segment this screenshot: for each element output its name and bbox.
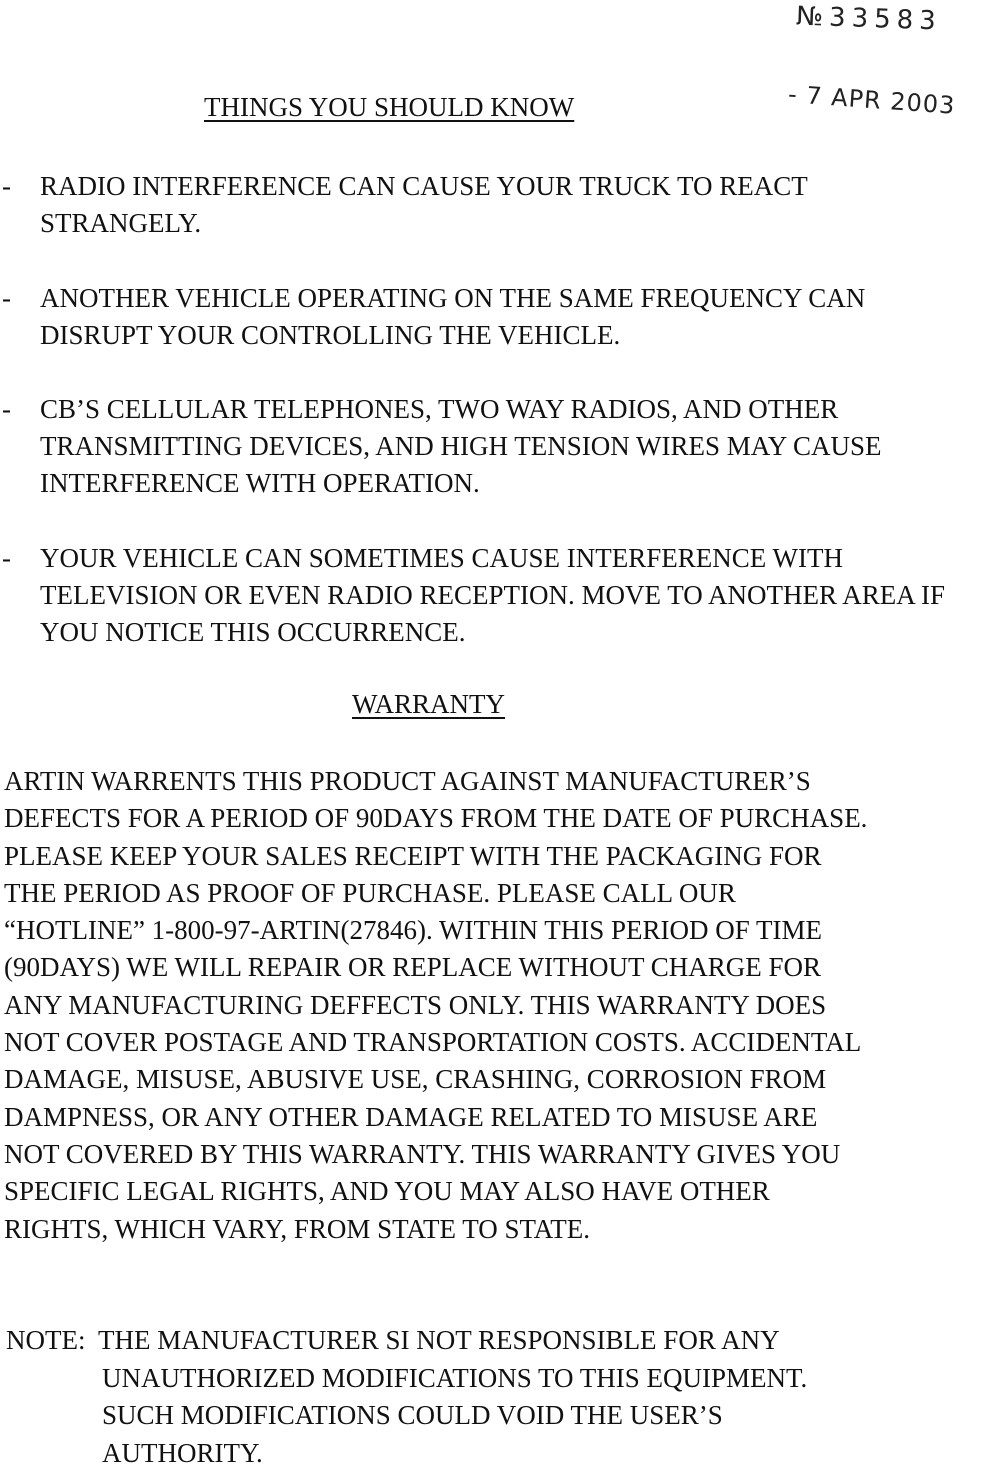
bullet-dash: - — [2, 168, 11, 205]
warranty-line: ANY MANUFACTURING DEFFECTS ONLY. THIS WARRANTY DOES — [4, 987, 994, 1024]
warranty-line: RIGHTS, WHICH VARY, FROM STATE TO STATE. — [4, 1211, 994, 1248]
warranty-line: DEFECTS FOR A PERIOD OF 90DAYS FROM THE DATE OF PURCHASE. — [4, 800, 994, 837]
note-line: THE MANUFACTURER SI NOT RESPONSIBLE FOR ANY — [98, 1322, 978, 1360]
bullet-text: CB’S CELLULAR TELEPHONES, TWO WAY RADIOS, AND OTHER TRANSMITTING DEVICES, AND HIGH TENSION WIRES MAY CAUSE INTERFERENCE WITH OPERATION. — [40, 391, 960, 502]
bullet-dash: - — [2, 391, 11, 428]
note-label: NOTE: — [6, 1322, 85, 1360]
warranty-heading: WARRANTY — [352, 689, 505, 720]
warranty-line: DAMAGE, MISUSE, ABUSIVE USE, CRASHING, CORROSION FROM — [4, 1061, 994, 1098]
warranty-line: NOT COVER POSTAGE AND TRANSPORTATION COSTS. ACCIDENTAL — [4, 1024, 994, 1061]
note-line: SUCH MODIFICATIONS COULD VOID THE USER’S — [98, 1397, 978, 1435]
warranty-line: ARTIN WARRENTS THIS PRODUCT AGAINST MANUFACTURER’S — [4, 763, 994, 800]
bullet-text: YOUR VEHICLE CAN SOMETIMES CAUSE INTERFERENCE WITH TELEVISION OR EVEN RADIO RECEPTION. MOVE TO ANOTHER AREA IF YOU NOTICE THIS OCCURRENCE. — [40, 540, 960, 651]
warranty-line: PLEASE KEEP YOUR SALES RECEIPT WITH THE PACKAGING FOR — [4, 838, 994, 875]
bullet-dash: - — [2, 280, 11, 317]
serial-number-stamp: №33583 — [796, 1, 943, 36]
things-you-should-know-heading: THINGS YOU SHOULD KNOW — [204, 92, 574, 123]
bullet-dash: - — [2, 540, 11, 577]
warranty-line: THE PERIOD AS PROOF OF PURCHASE. PLEASE CALL OUR — [4, 875, 994, 912]
warranty-line: NOT COVERED BY THIS WARRANTY. THIS WARRANTY GIVES YOU — [4, 1136, 994, 1173]
note-line: UNAUTHORIZED MODIFICATIONS TO THIS EQUIPMENT. — [98, 1360, 978, 1398]
date-stamp: - 7 APR 2003 — [787, 80, 956, 120]
warranty-line: DAMPNESS, OR ANY OTHER DAMAGE RELATED TO MISUSE ARE — [4, 1099, 994, 1136]
warranty-line: (90DAYS) WE WILL REPAIR OR REPLACE WITHOUT CHARGE FOR — [4, 949, 994, 986]
warranty-line: “HOTLINE” 1-800-97-ARTIN(27846). WITHIN THIS PERIOD OF TIME — [4, 912, 994, 949]
warranty-line: SPECIFIC LEGAL RIGHTS, AND YOU MAY ALSO HAVE OTHER — [4, 1173, 994, 1210]
bullet-text: ANOTHER VEHICLE OPERATING ON THE SAME FREQUENCY CAN DISRUPT YOUR CONTROLLING THE VEHICLE. — [40, 280, 960, 354]
note-line: AUTHORITY. — [98, 1435, 978, 1472]
note-text — [98, 1322, 978, 1472]
warranty-paragraph — [4, 763, 994, 1248]
bullet-text: RADIO INTERFERENCE CAN CAUSE YOUR TRUCK TO REACT STRANGELY. — [40, 168, 960, 242]
